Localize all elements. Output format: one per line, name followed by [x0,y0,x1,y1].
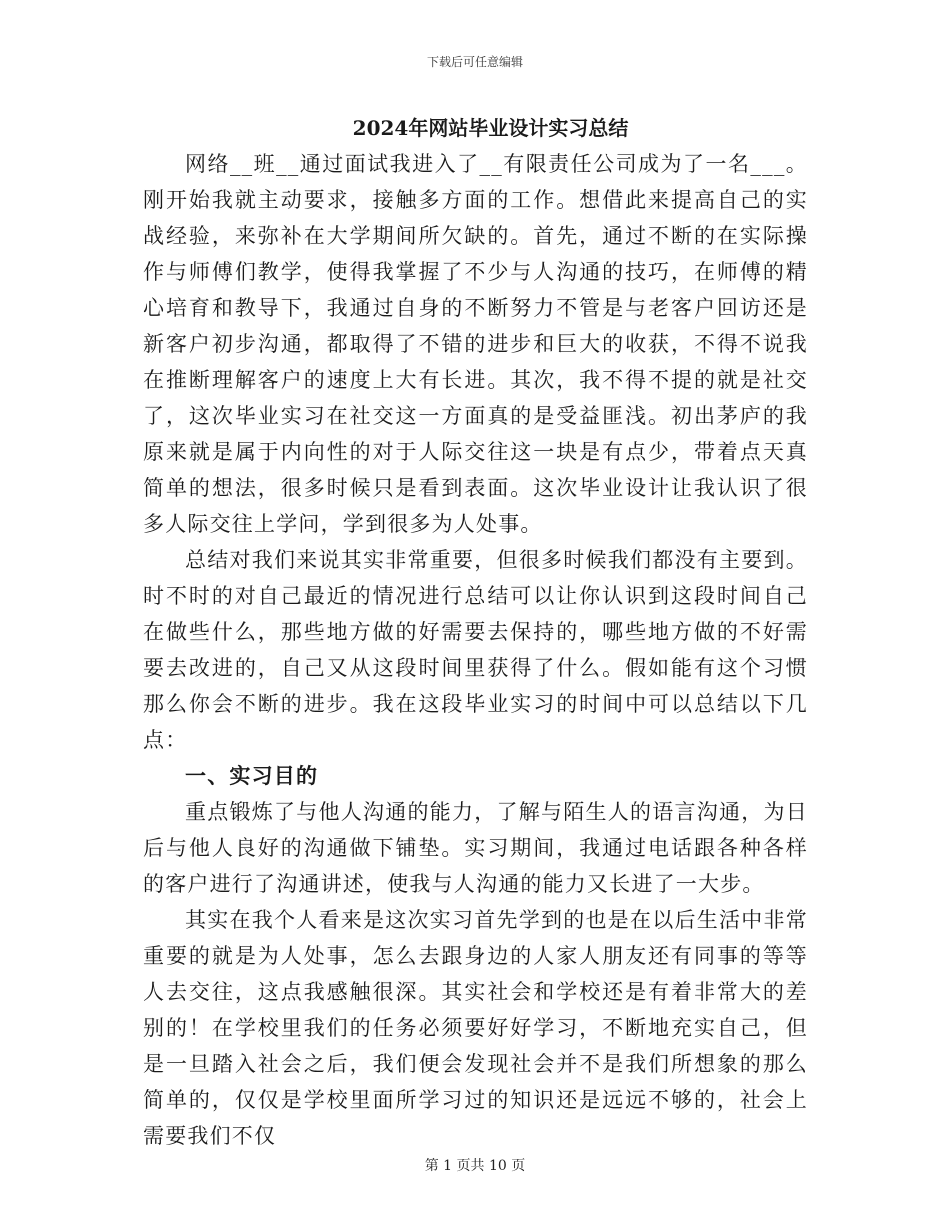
body-paragraph: 总结对我们来说其实非常重要，但很多时候我们都没有主要到。时不时的对自己最近的情况进行总结可以让你认识到这段时间自己在做些什么，那些地方做的好需要去保持的，哪些地方做的不好需要去改进的，自己又从这段时间里获得了什么。假如能有这个习惯那么你会不断的进步。我在这段毕业实习的时间中可以总结以下几点： [143,548,808,752]
body-paragraph: 重点锻炼了与他人沟通的能力，了解与陌生人的语言沟通，为日后与他人良好的沟通做下铺垫。实习期间，我通过电话跟各种各样的客户进行了沟通讲述，使我与人沟通的能力又长进了一大步。 [143,800,808,896]
document-title: 2024年网站毕业设计实习总结 [352,116,629,140]
body-paragraph: 网络__班__通过面试我进入了__有限责任公司成为了一名___。刚开始我就主动要求，接触多方面的工作。想借此来提高自己的实战经验，来弥补在大学期间所欠缺的。首先，通过不断的在实际操作与师傅们教学，使得我掌握了不少与人沟通的技巧，在师傅的精心培育和教导下，我通过自身的不断努力不管是与老客户回访还是新客户初步沟通，都取得了不错的进步和巨大的收获，不得不说我在推断理解客户的速度上大有长进。其次，我不得不提的就是社交了，这次毕业实习在社交这一方面真的是受益匪浅。初出茅庐的我原来就是属于内向性的对于人际交往这一块是有点少，带着点天真简单的想法，很多时候只是看到表面。这次毕业设计让我认识了很多人际交往上学问，学到很多为人处事。 [143,152,808,536]
body-paragraph: 其实在我个人看来是这次实习首先学到的也是在以后生活中非常重要的就是为人处事，怎么去跟身边的人家人朋友还有同事的等等人去交往，这点我感触很深。其实社会和学校还是有着非常大的差别的！在学校里我们的任务必须要好好学习，不断地充实自己，但是一旦踏入社会之后，我们便会发现社会并不是我们所想象的那么简单的，仅仅是学校里面所学习过的知识还是远远不够的，社会上需要我们不仅 [143,908,808,1148]
section-heading: 一、实习目的 [185,763,319,788]
page-header-note: 下载后可任意编辑 [426,55,523,69]
document-body [143,110,808,1154]
page-number-footer: 第 1 页共 10 页 [424,1158,526,1174]
